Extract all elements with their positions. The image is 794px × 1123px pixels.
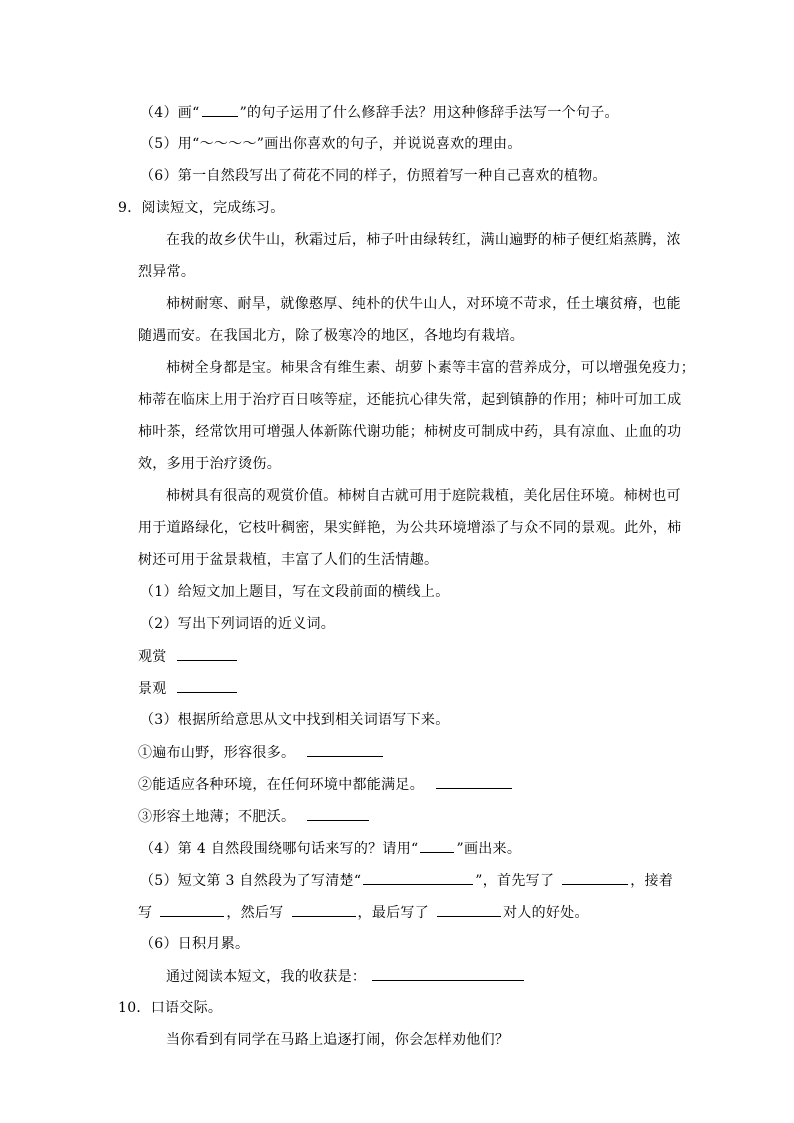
q8-4-text-b: ”的句子运用了什么修辞手法？用这种修辞手法写一个句子。 — [239, 105, 619, 121]
q5-text-b: ”，首先写了 — [475, 873, 555, 889]
sub-question-5-line1 — [140, 870, 673, 891]
sub-question-3: （3）根据所给意思从文中找到相关词语写下来。 — [140, 712, 450, 728]
word-jingguan: 景观 — [138, 681, 167, 697]
answer-blank-5-next[interactable] — [160, 902, 224, 917]
underline-sample — [202, 102, 238, 117]
passage-p3-line2: 柿蒂在临床上用于治疗百日咳等症，还能抗心律失常，起到镇静的作用；柿叶可加工成 — [138, 392, 682, 408]
q5-text-c: ，接着 — [630, 873, 674, 889]
answer-blank-synonym-2[interactable] — [177, 678, 237, 693]
question-8-4 — [140, 102, 619, 123]
q5-text-a: （5）短文第 3 自然段为了写清楚“ — [140, 873, 362, 889]
answer-blank-5-topic[interactable] — [363, 870, 473, 885]
sub-question-5-line2 — [138, 902, 589, 923]
q8-4-text-a: （4）画“ — [140, 105, 200, 121]
item-1-text: ①遍布山野，形容很多。 — [138, 745, 296, 761]
answer-blank-5-first[interactable] — [562, 870, 628, 885]
passage-p3-line3: 柿叶茶，经常饮用可增强人体新陈代谢功能；柿树皮可制成中药，具有凉血、止血的功 — [138, 424, 682, 440]
question-8-6: （6）第一自然段写出了荷花不同的样子，仿照着写一种自己喜欢的植物。 — [140, 168, 607, 184]
answer-blank-5-last[interactable] — [437, 902, 501, 917]
answer-blank-6[interactable] — [372, 966, 524, 981]
sub-question-1: （1）给短文加上题目，写在文段前面的横线上。 — [140, 584, 450, 600]
sub-question-2: （2）写出下列词语的近义词。 — [140, 616, 336, 632]
question-10-text: 当你看到有同学在马路上追逐打闹，你会怎样劝他们？ — [166, 1032, 510, 1048]
sub-question-4 — [140, 838, 521, 859]
sub-question-6-answer-row — [166, 966, 526, 987]
item-3-text: ③形容土地薄；不肥沃。 — [138, 809, 296, 825]
word-guanshang: 观赏 — [138, 649, 167, 665]
answer-blank-item-3[interactable] — [307, 806, 369, 821]
passage-p2-line2: 随遇而安。在我国北方，除了极寒冷的地区，各地均有栽培。 — [138, 328, 525, 344]
passage-p1-line1: 在我的故乡伏牛山，秋霜过后，柿子叶由绿转红，满山遍野的柿子便红焰蒸腾，浓 — [166, 232, 681, 248]
item-2-text: ②能适应各种环境，在任何环境中都能满足。 — [138, 777, 424, 793]
synonym-row-1 — [138, 646, 239, 667]
sub-question-6: （6）日积月累。 — [140, 936, 250, 952]
passage-p3-line1: 柿树全身都是宝。柿果含有维生素、胡萝卜素等丰富的营养成分，可以增强免疫力； — [166, 360, 696, 376]
question-8-5: （5）用“～～～～”画出你喜欢的句子，并说说喜欢的理由。 — [140, 136, 522, 152]
sub-question-3-item-2 — [138, 774, 514, 795]
q6-prompt: 通过阅读本短文，我的收获是： — [166, 969, 367, 985]
passage-p3-line4: 效，多用于治疗烫伤。 — [138, 456, 281, 472]
underline-sample-4 — [420, 838, 454, 853]
answer-blank-item-2[interactable] — [436, 774, 512, 789]
passage-p4-line3: 树还可用于盆景栽植，丰富了人们的生活情趣。 — [138, 552, 439, 568]
passage-p4-line1: 柿树具有很高的观赏价值。柿树自古就可用于庭院栽植，美化居住环境。柿树也可 — [166, 488, 681, 504]
answer-blank-item-1[interactable] — [307, 742, 383, 757]
synonym-row-2 — [138, 678, 239, 699]
passage-p2-line1: 柿树耐寒、耐旱，就像憨厚、纯朴的伏牛山人，对环境不苛求，任土壤贫瘠，也能 — [166, 296, 681, 312]
q5-text-g: 对人的好处。 — [503, 905, 589, 921]
q4-text-b: ”画出来。 — [456, 841, 522, 857]
q5-text-e: ，然后写 — [226, 905, 284, 921]
q5-text-d: 写 — [138, 905, 153, 921]
question-9-heading: 9．阅读短文，完成练习。 — [118, 200, 285, 216]
question-10-heading: 10．口语交际。 — [118, 1000, 223, 1016]
passage-p4-line2: 用于道路绿化，它枝叶稠密，果实鲜艳，为公共环境增添了与众不同的景观。此外，柿 — [138, 520, 682, 536]
q5-text-f: ，最后写了 — [357, 905, 430, 921]
passage-p1-line2: 烈异常。 — [138, 264, 196, 280]
q4-text-a: （4）第 4 自然段围绕哪句话来写的？请用“ — [140, 841, 419, 857]
answer-blank-synonym-1[interactable] — [177, 646, 237, 661]
sub-question-3-item-3 — [138, 806, 371, 827]
sub-question-3-item-1 — [138, 742, 385, 763]
answer-blank-5-then[interactable] — [292, 902, 356, 917]
